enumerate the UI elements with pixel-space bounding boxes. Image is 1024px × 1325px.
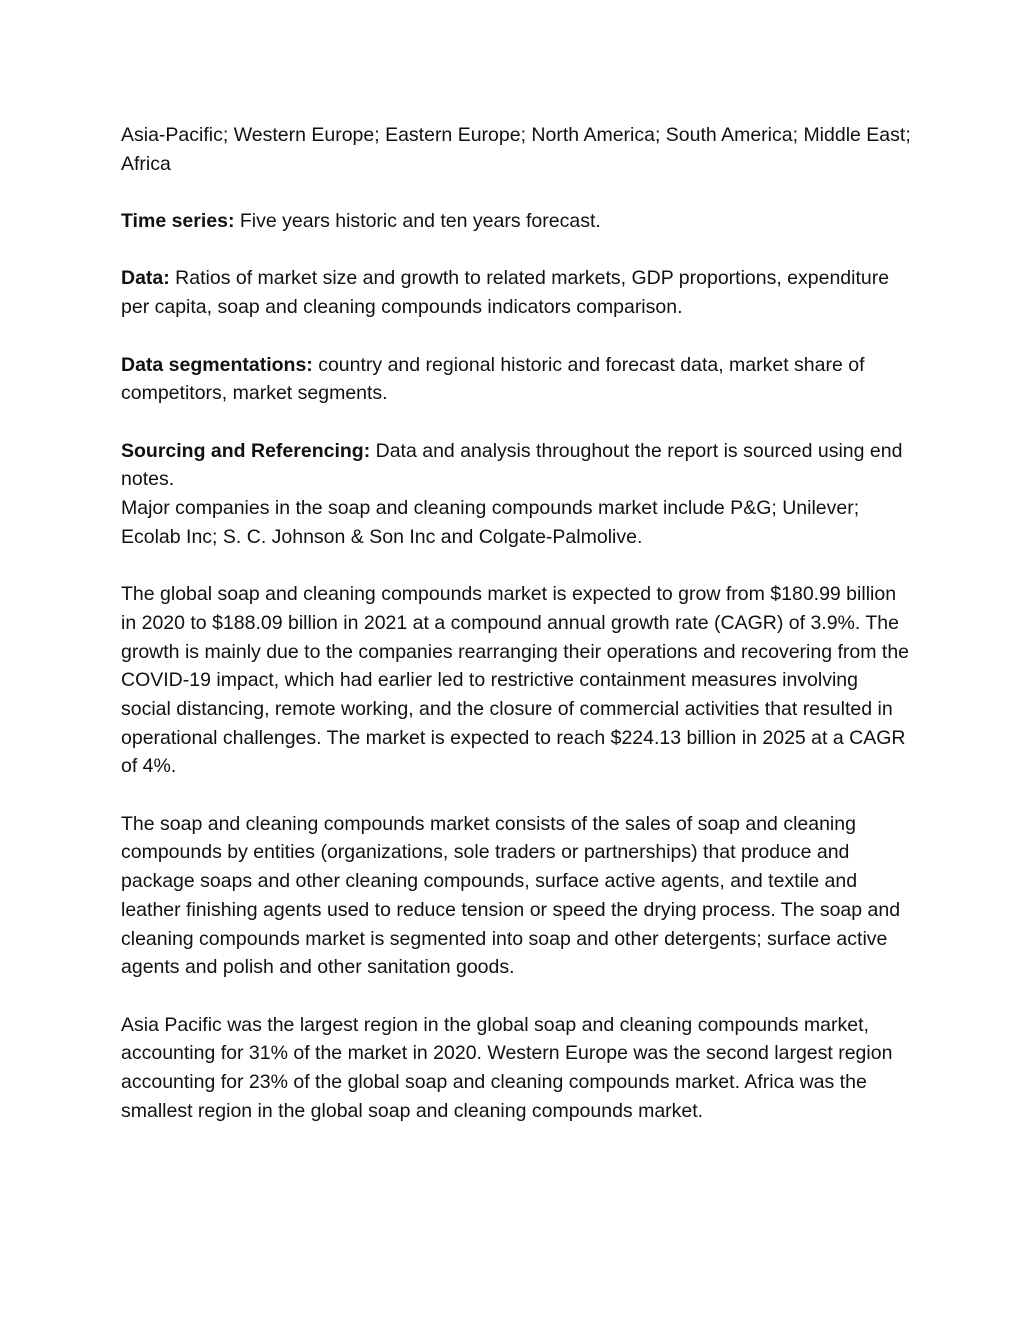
data-segmentations-text: country and regional historic and forecast data, market share of competitors, market segments. — [121, 353, 865, 405]
time-series-paragraph — [121, 207, 911, 236]
major-companies-paragraph: Major companies in the soap and cleaning compounds market include P&G; Unilever; Ecolab Inc; S. C. Johnson & Son Inc and Colgate-Palmolive. — [121, 497, 860, 548]
regions-paragraph: Asia Pacific was the largest region in the global soap and cleaning compounds market, accounting for 31% of the market in 2020. Western Europe was the second largest region accounting for 23% of the global soap and cleaning compounds market. Africa was the smallest region in the global soap and cleaning compounds market. — [121, 1013, 893, 1122]
time-series-text: Five years historic and ten years forecast. — [234, 210, 601, 233]
regions-line: Asia-Pacific; Western Europe; Eastern Europe; North America; South America; Middle East; Africa — [121, 124, 911, 175]
data-label: Data: — [121, 267, 170, 290]
data-segmentations-label: Data segmentations: — [121, 353, 313, 376]
sourcing-text: Data and analysis throughout the report is sourced using end notes. — [121, 439, 903, 491]
definition-paragraph: The soap and cleaning compounds market consists of the sales of soap and cleaning compounds by entities (organizations, sole traders or partnerships) that produce and package soaps and other cleaning compounds, surface active agents, and textile and leather finishing agents used to reduce tension or speed the drying process. The soap and cleaning compounds market is segmented into soap and other detergents; surface active agents and polish and other sanitation goods. — [121, 812, 901, 979]
growth-paragraph: The global soap and cleaning compounds market is expected to grow from $180.99 billion in 2020 to $188.09 billion in 2021 at a compound annual growth rate (CAGR) of 3.9%. The growth is mainly due to the companies rearranging their operations and recovering from the COVID-19 impact, which had earlier led to restrictive containment measures involving social distancing, remote working, and the closure of commercial activities that resulted in operational challenges. The market is expected to reach $224.13 billion in 2025 at a CAGR of 4%. — [121, 583, 910, 778]
time-series-label: Time series: — [121, 210, 235, 233]
data-text: Ratios of market size and growth to related markets, GDP proportions, expenditure per capita, soap and cleaning compounds indicators comparison. — [121, 267, 890, 319]
document-page — [121, 121, 911, 1154]
sourcing-paragraph — [121, 437, 911, 494]
data-segmentations-paragraph — [121, 351, 911, 408]
sourcing-label: Sourcing and Referencing: — [121, 439, 371, 462]
data-paragraph — [121, 264, 911, 321]
